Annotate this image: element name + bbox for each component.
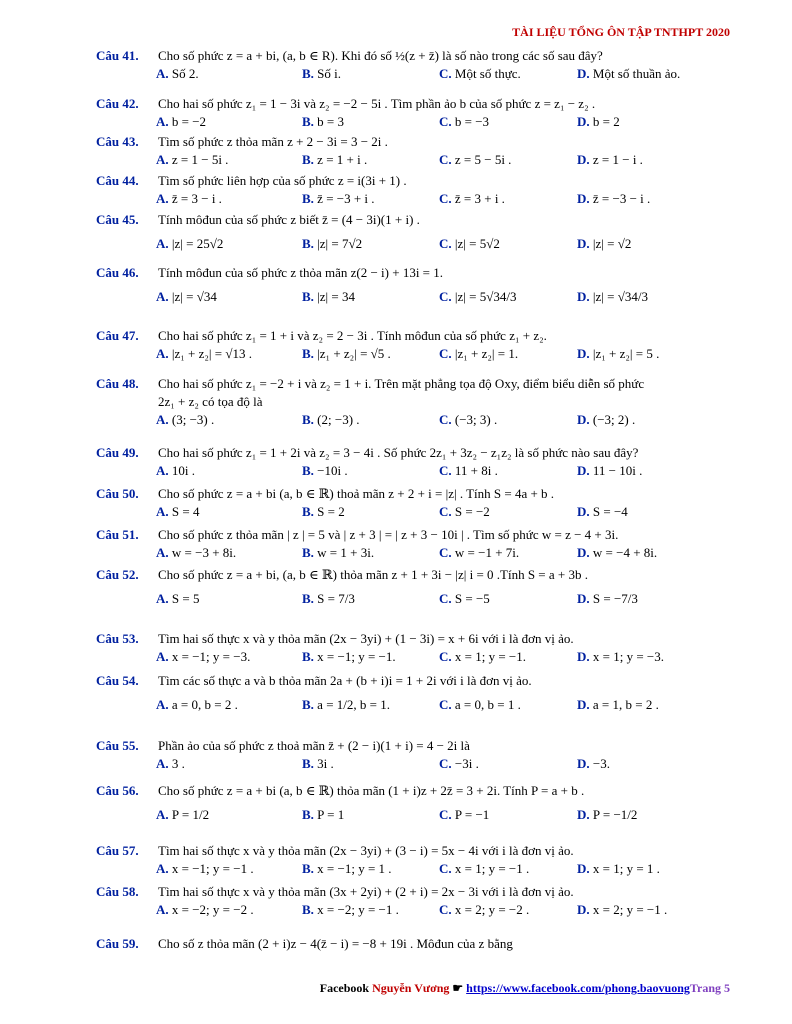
answer-options — [96, 345, 746, 363]
question-text: Tìm hai số thực x và y thỏa mãn (2x − 3yi) + (1 − 3i) = x + 6i với i là đơn vị ảo. — [158, 631, 574, 646]
answer-option-c[interactable]: C. z̄ = 3 + i . — [439, 191, 505, 206]
question-text: Phần ảo của số phức z thoả mãn z̄ + (2 − i)(1 + i) = 4 − 2i là — [158, 738, 470, 753]
answer-option-a[interactable]: A. x = −1; y = −1 . — [156, 861, 254, 876]
question-number: Câu 41. — [96, 48, 139, 63]
question-block — [96, 737, 746, 773]
answer-option-a[interactable]: A. z̄ = 3 − i . — [156, 191, 222, 206]
answer-option-c[interactable]: C. (−3; 3) . — [439, 412, 498, 427]
answer-options — [96, 411, 746, 429]
answer-options — [96, 696, 746, 714]
answer-option-d[interactable]: D. x = 1; y = −3. — [577, 649, 664, 664]
question-number: Câu 49. — [96, 445, 139, 460]
answer-options — [96, 901, 746, 919]
question-block — [96, 526, 746, 562]
answer-option-a[interactable]: A. w = −3 + 8i. — [156, 545, 237, 560]
answer-option-c[interactable]: C. x = 1; y = −1. — [439, 649, 526, 664]
answer-option-c[interactable]: C. a = 0, b = 1 . — [439, 697, 521, 712]
answer-option-b[interactable]: B. 3i . — [302, 756, 334, 771]
answer-option-a[interactable]: A. a = 0, b = 2 . — [156, 697, 238, 712]
answer-option-b[interactable]: B. z = 1 + i . — [302, 152, 368, 167]
answer-option-c[interactable]: C. |z| = 5√34/3 — [439, 289, 517, 304]
question-text: Tính môđun của số phức z biết z̄ = (4 − 3i)(1 + i) . — [158, 212, 420, 227]
question-number: Câu 58. — [96, 884, 139, 899]
question-text: Cho hai số phức z₁ = 1 + 2i và z₂ = 3 − 4i . Số phức 2z₁ + 3z₂ − z₁z₂ là số phức nào sau đây? — [158, 445, 639, 460]
answer-options — [96, 503, 746, 521]
question-text: Cho số phức z = a + bi, (a, b ∈ ℝ) thỏa mãn z + 1 + 3i − |z| i = 0 .Tính S = a + 3b . — [158, 567, 588, 582]
answer-option-a[interactable]: A. Số 2. — [156, 66, 199, 81]
answer-option-c[interactable]: C. b = −3 — [439, 114, 490, 129]
answer-option-d[interactable]: D. 11 − 10i . — [577, 463, 643, 478]
question-number: Câu 54. — [96, 673, 139, 688]
question-text: Cho hai số phức z₁ = 1 − 3i và z₂ = −2 − 5i . Tìm phần ảo b của số phức z = z₁ − z₂ . — [158, 96, 596, 111]
answer-option-a[interactable]: A. x = −1; y = −3. — [156, 649, 251, 664]
answer-options — [96, 755, 746, 773]
answer-option-d[interactable]: D. Một số thuần ảo. — [577, 66, 681, 81]
question-block — [96, 133, 746, 169]
answer-option-c[interactable]: C. |z₁ + z₂| = 1. — [439, 346, 519, 361]
question-number: Câu 56. — [96, 783, 139, 798]
answer-option-c[interactable]: C. S = −2 — [439, 504, 490, 519]
answer-option-b[interactable]: B. −10i . — [302, 463, 348, 478]
question-block — [96, 630, 746, 666]
answer-options — [96, 806, 746, 824]
question-number: Câu 45. — [96, 212, 139, 227]
question-text: Cho số phức z = a + bi, (a, b ∈ R). Khi đó số ½(z + z̄) là số nào trong các số sau đây? — [158, 48, 603, 63]
answer-option-d[interactable]: D. z̄ = −3 − i . — [577, 191, 651, 206]
answer-option-b[interactable]: B. w = 1 + 3i. — [302, 545, 375, 560]
answer-option-a[interactable]: A. (3; −3) . — [156, 412, 215, 427]
answer-option-c[interactable]: C. −3i . — [439, 756, 479, 771]
answer-option-d[interactable]: D. a = 1, b = 2 . — [577, 697, 659, 712]
answer-option-b[interactable]: B. (2; −3) . — [302, 412, 360, 427]
answer-options — [96, 151, 746, 169]
question-number: Câu 47. — [96, 328, 139, 343]
question-block — [96, 842, 746, 878]
answer-option-a[interactable]: A. |z| = 25√2 — [156, 236, 224, 251]
answer-option-b[interactable]: B. S = 2 — [302, 504, 345, 519]
page-footer — [320, 981, 730, 996]
question-block — [96, 444, 746, 480]
answer-option-b[interactable]: B. z̄ = −3 + i . — [302, 191, 375, 206]
question-number: Câu 43. — [96, 134, 139, 149]
answer-option-d[interactable]: D. b = 2 — [577, 114, 620, 129]
answer-option-c[interactable]: C. |z| = 5√2 — [439, 236, 500, 251]
answer-option-b[interactable]: B. x = −1; y = 1 . — [302, 861, 392, 876]
answer-options — [96, 544, 746, 562]
question-block — [96, 935, 746, 953]
answer-option-b[interactable]: B. |z| = 34 — [302, 289, 355, 304]
question-text: Cho hai số phức z₁ = −2 + i và z₂ = 1 + i. Trên mặt phẳng tọa độ Oxy, điểm biểu diễn số phức — [158, 376, 645, 391]
footer-page-number: Trang 5 — [689, 981, 730, 995]
question-block — [96, 672, 746, 714]
answer-option-d[interactable]: D. |z₁ + z₂| = 5 . — [577, 346, 660, 361]
question-text: Tìm hai số thực x và y thỏa mãn (3x + 2yi) + (2 + i) = 2x − 3i với i là đơn vị ảo. — [158, 884, 574, 899]
answer-option-c[interactable]: C. x = 1; y = −1 . — [439, 861, 530, 876]
question-number: Câu 57. — [96, 843, 139, 858]
question-text: Tính môđun của số phức z thỏa mãn z(2 − i) + 13i = 1. — [158, 265, 444, 280]
answer-option-a[interactable]: A. x = −2; y = −2 . — [156, 902, 254, 917]
answer-options — [96, 462, 746, 480]
answer-option-a[interactable]: A. P = 1/2 — [156, 807, 210, 822]
answer-option-d[interactable]: D. w = −4 + 8i. — [577, 545, 658, 560]
answer-option-b[interactable]: B. x = −2; y = −1 . — [302, 902, 399, 917]
answer-option-d[interactable]: D. (−3; 2) . — [577, 412, 636, 427]
question-block — [96, 95, 746, 131]
answer-option-d[interactable]: D. −3. — [577, 756, 610, 771]
footer-author: Nguyễn Vương — [372, 981, 450, 995]
answer-option-d[interactable]: D. S = −7/3 — [577, 591, 638, 606]
answer-option-a[interactable]: A. S = 5 — [156, 591, 200, 606]
answer-options — [96, 113, 746, 131]
answer-options — [96, 288, 746, 306]
answer-option-b[interactable]: B. S = 7/3 — [302, 591, 355, 606]
answer-options — [96, 190, 746, 208]
answer-option-d[interactable]: D. z = 1 − i . — [577, 152, 643, 167]
answer-option-d[interactable]: D. P = −1/2 — [577, 807, 638, 822]
question-text-continued: 2z₁ + z₂ có tọa độ là — [158, 394, 263, 409]
question-text: Cho hai số phức z₁ = 1 + i và z₂ = 2 − 3i . Tính môđun của số phức z₁ + z₂. — [158, 328, 547, 343]
answer-option-b[interactable]: B. P = 1 — [302, 807, 345, 822]
question-block — [96, 47, 746, 83]
question-number: Câu 52. — [96, 567, 139, 582]
answer-option-a[interactable]: A. |z| = √34 — [156, 289, 217, 304]
question-block — [96, 485, 746, 521]
question-number: Câu 42. — [96, 96, 139, 111]
footer-link[interactable]: https://www.facebook.com/phong.baovuong — [466, 981, 690, 995]
page-header: TÀI LIỆU TỔNG ÔN TẬP TNTHPT 2020 — [512, 25, 730, 39]
question-text: Cho số phức z thỏa mãn | z | = 5 và | z + 3 | = | z + 3 − 10i | . Tìm số phức w = z − 4 + 3i. — [158, 527, 619, 542]
answer-options — [96, 235, 746, 253]
answer-option-a[interactable]: A. 3 . — [156, 756, 185, 771]
answer-option-a[interactable]: A. z = 1 − 5i . — [156, 152, 229, 167]
question-block — [96, 375, 746, 429]
question-number: Câu 50. — [96, 486, 139, 501]
question-number: Câu 44. — [96, 173, 139, 188]
answer-option-c[interactable]: C. w = −1 + 7i. — [439, 545, 520, 560]
question-block — [96, 172, 746, 208]
question-number: Câu 51. — [96, 527, 139, 542]
question-text: Cho số z thỏa mãn (2 + i)z − 4(z̄ − i) = −8 + 19i . Môđun của z bằng — [158, 936, 513, 951]
question-number: Câu 59. — [96, 936, 139, 951]
question-number: Câu 48. — [96, 376, 139, 391]
answer-option-b[interactable]: B. |z| = 7√2 — [302, 236, 363, 251]
answer-option-a[interactable]: A. |z₁ + z₂| = √13 . — [156, 346, 252, 361]
question-text: Tìm hai số thực x và y thỏa mãn (2x − 3yi) + (3 − i) = 5x − 4i với i là đơn vị ảo. — [158, 843, 574, 858]
question-block — [96, 264, 746, 306]
question-number: Câu 53. — [96, 631, 139, 646]
answer-option-d[interactable]: D. x = 1; y = 1 . — [577, 861, 660, 876]
answer-option-b[interactable]: B. Số i. — [302, 66, 342, 81]
answer-option-d[interactable]: D. x = 2; y = −1 . — [577, 902, 668, 917]
answer-option-c[interactable]: C. z = 5 − 5i . — [439, 152, 512, 167]
question-number: Câu 55. — [96, 738, 139, 753]
answer-option-b[interactable]: B. x = −1; y = −1. — [302, 649, 396, 664]
pointing-hand-icon: ☛ — [452, 981, 464, 995]
answer-option-d[interactable]: D. S = −4 — [577, 504, 628, 519]
answer-option-c[interactable]: C. x = 2; y = −2 . — [439, 902, 530, 917]
answer-option-d[interactable]: D. |z| = √34/3 — [577, 289, 648, 304]
question-number: Câu 46. — [96, 265, 139, 280]
question-text: Tìm số phức z thỏa mãn z + 2 − 3i = 3 − 2i . — [158, 134, 388, 149]
answer-option-a[interactable]: A. b = −2 — [156, 114, 207, 129]
answer-options — [96, 65, 746, 83]
footer-facebook: Facebook — [319, 981, 370, 995]
question-text: Cho số phức z = a + bi (a, b ∈ ℝ) thoả mãn z + 2 + i = |z| . Tính S = 4a + b . — [158, 486, 555, 501]
question-block — [96, 782, 746, 824]
answer-option-d[interactable]: D. |z| = √2 — [577, 236, 632, 251]
answer-options — [96, 590, 746, 608]
answer-option-b[interactable]: B. b = 3 — [302, 114, 345, 129]
answer-options — [96, 648, 746, 666]
answer-option-c[interactable]: C. P = −1 — [439, 807, 490, 822]
question-text: Tìm các số thực a và b thỏa mãn 2a + (b + i)i = 1 + 2i với i là đơn vị ảo. — [158, 673, 532, 688]
answer-option-a[interactable]: A. 10i . — [156, 463, 196, 478]
question-block — [96, 566, 746, 608]
answer-option-b[interactable]: B. a = 1/2, b = 1. — [302, 697, 390, 712]
question-block — [96, 327, 746, 363]
answer-option-c[interactable]: C. S = −5 — [439, 591, 490, 606]
question-block — [96, 883, 746, 919]
answer-option-c[interactable]: C. Một số thực. — [439, 66, 521, 81]
answer-option-a[interactable]: A. S = 4 — [156, 504, 200, 519]
answer-option-c[interactable]: C. 11 + 8i . — [439, 463, 498, 478]
answer-option-b[interactable]: B. |z₁ + z₂| = √5 . — [302, 346, 391, 361]
question-text: Tìm số phức liên hợp của số phức z = i(3i + 1) . — [158, 173, 407, 188]
question-text: Cho số phức z = a + bi (a, b ∈ ℝ) thỏa mãn (1 + i)z + 2z̄ = 3 + 2i. Tính P = a + b . — [158, 783, 585, 798]
question-block — [96, 211, 746, 253]
answer-options — [96, 860, 746, 878]
